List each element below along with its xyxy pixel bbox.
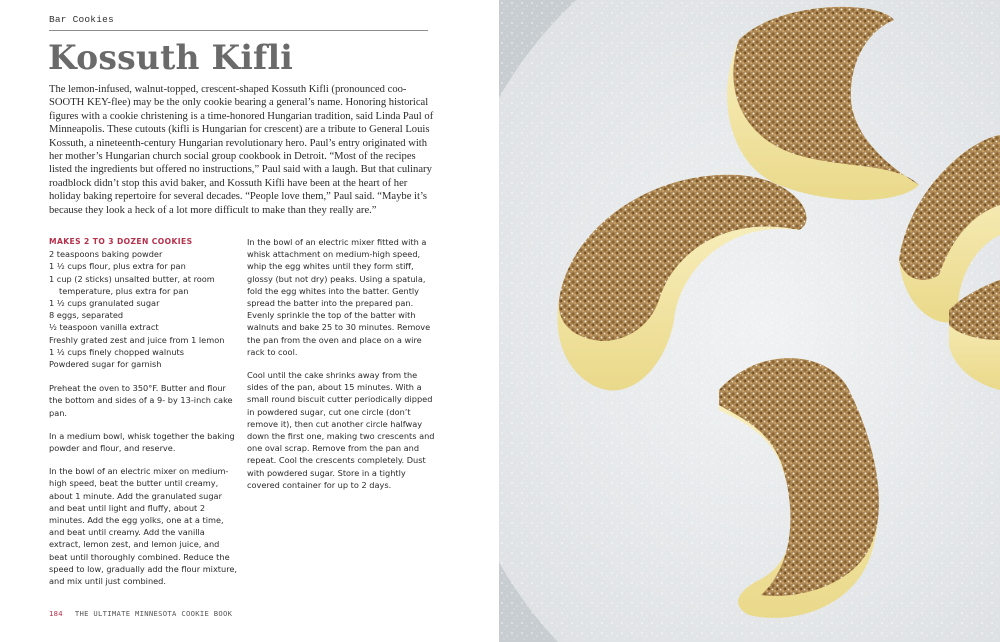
spacer [49, 370, 239, 382]
ingredient-item: 1 ½ cups flour, plus extra for pan [49, 261, 186, 272]
crescent-cookies-photo [499, 0, 1000, 642]
ingredient-item: 1 ½ cups granulated sugar [49, 298, 160, 309]
recipe-column-left [49, 236, 239, 598]
recipe-page [0, 0, 499, 642]
section-divider [49, 30, 428, 31]
recipe-intro: The lemon-infused, walnut-topped, crescent-shaped Kossuth Kifli (pronounced coo-SOOTH KEY-flee) may be the only cookie bearing a general’s name. Honoring historical figures with a cookie christening is a time-honored Hungarian tradition, said Linda Paul of Minneapolis. These cutouts (kifli is Hungarian for crescent) are a tribute to General Louis Kossuth, a nineteenth-century Hungarian revolutionary hero. Paul’s entry originated with her mother’s Hungarian church social group cookbook in Detroit. “Most of the recipes listed the ingredients but offered no instructions,” Paul said with a laugh. But that culinary roadblock didn’t stop this avid baker, and Kossuth Kifli have been at the heart of her holiday baking repertoire for several decades. “People love them,” Paul said. “Maybe it’s because they look a heck of a lot more difficult to make than they really are.” [49, 84, 434, 216]
instruction-step: In the bowl of an electric mixer fitted with a whisk attachment on medium-high speed, whip the egg whites until they form stiff, glossy (but not dry) peaks. Using a spatula, fold the egg whites into the batter. Gently spread the batter into the prepared pan. Evenly sprinkle the top of the batter with walnuts and bake 25 to 30 minutes. Remove the pan from the oven and place on a wire rack to cool. [247, 237, 431, 357]
instruction-step: In a medium bowl, whisk together the baking powder and flour, and reserve. [49, 430, 235, 454]
ingredient-item: 8 eggs, separated [49, 310, 124, 321]
section-label: Bar Cookies [49, 14, 114, 25]
ingredient-list [49, 248, 239, 370]
recipe-yield: MAKES 2 TO 3 DOZEN COOKIES [49, 237, 193, 246]
ingredient-item: 1 ½ cups finely chopped walnuts [49, 346, 184, 357]
ingredient-item: 1 cup (2 sticks) unsalted butter, at room temperature, plus extra for pan [49, 273, 215, 296]
photo-illustration [499, 0, 1000, 642]
page-footer [49, 609, 232, 618]
ingredient-item: Powdered sugar for garnish [49, 359, 162, 370]
book-title: THE ULTIMATE MINNESOTA COOKIE BOOK [74, 609, 233, 618]
ingredient-item: 2 teaspoons baking powder [49, 249, 163, 260]
instruction-step: Cool until the cake shrinks away from the sides of the pan, about 15 minutes. With a small round biscuit cutter periodically dipped in powdered sugar, cut one circle (don’t remove it), then cut another circle halfway down the first one, making two crescents and one oval scrap. Remove from the pan and repeat. Cool the crescents completely. Dust with powdered sugar. Store in a tightly covered container for up to 2 days. [247, 370, 435, 490]
recipe-title: Kossuth Kifli [48, 37, 293, 78]
ingredient-item: Freshly grated zest and juice from 1 lemon [49, 334, 225, 345]
instruction-step: In the bowl of an electric mixer on medium-high speed, beat the butter until creamy, about 1 minute. Add the granulated sugar and beat until light and fluffy, about 2 minutes. Add the egg yolks, one at a time, and beat until creamy. Add the vanilla extract, lemon zest, and lemon juice, and beat until thoroughly combined. Reduce the speed to low, gradually add the flour mixture, and mix until just combined. [49, 466, 238, 587]
recipe-column-right [247, 236, 437, 502]
instruction-step: Preheat the oven to 350°F. Butter and flour the bottom and sides of a 9- by 13-inch cake pan. [49, 383, 233, 418]
page-number: 184 [49, 609, 63, 618]
ingredient-item: ½ teaspoon vanilla extract [49, 322, 159, 333]
